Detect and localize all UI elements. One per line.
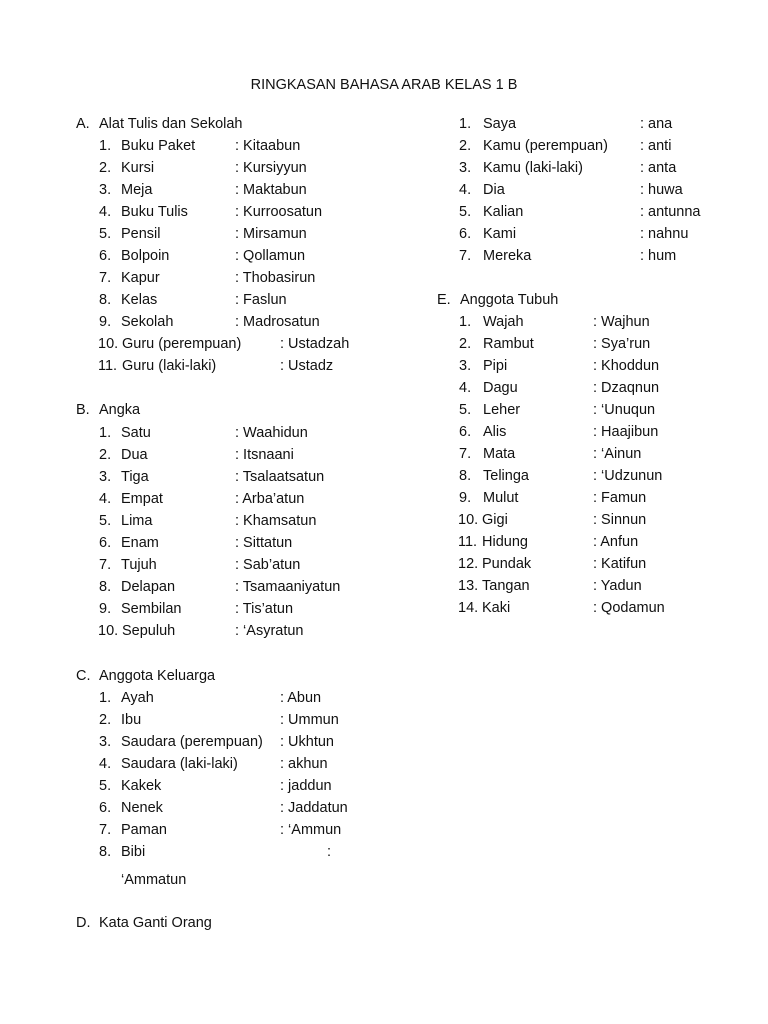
item-value: : ‘Udzunun — [593, 468, 663, 484]
item-term: Buku Paket — [121, 138, 196, 154]
item-value: : Tsamaaniyatun — [235, 579, 341, 595]
item-number: 6. — [459, 226, 472, 242]
item-value: : Kurroosatun — [235, 204, 323, 220]
item-term: Telinga — [483, 468, 529, 484]
item-value: : anti — [640, 138, 672, 154]
item-value: : Maktabun — [235, 182, 307, 198]
item-value: : ‘Unuqun — [593, 402, 656, 418]
item-value: : Wajhun — [593, 314, 650, 330]
item-value: : Ukhtun — [280, 734, 334, 750]
item-number: 4. — [99, 756, 112, 772]
item-term: Kaki — [482, 600, 511, 616]
item-number: 13. — [458, 578, 479, 594]
item-number: 8. — [459, 468, 472, 484]
item-number: 5. — [99, 513, 112, 529]
item-number: 4. — [459, 182, 472, 198]
item-term: Leher — [483, 402, 521, 418]
item-number: 3. — [99, 734, 112, 750]
item-number: 3. — [459, 358, 472, 374]
item-term: Pipi — [483, 358, 508, 374]
section-letter: D. — [76, 915, 91, 931]
item-term: Kapur — [121, 270, 160, 286]
item-value: : Anfun — [593, 534, 639, 550]
item-term: Empat — [121, 491, 163, 507]
item-number: 12. — [458, 556, 479, 572]
item-value: : — [327, 844, 332, 860]
item-number: 5. — [459, 402, 472, 418]
section-letter: C. — [76, 668, 91, 684]
section-heading: Alat Tulis dan Sekolah — [99, 116, 243, 132]
item-number: 9. — [459, 490, 472, 506]
item-term: Meja — [121, 182, 153, 198]
item-number: 11. — [98, 358, 118, 374]
item-value: : Khoddun — [593, 358, 660, 374]
item-term: Rambut — [483, 336, 534, 352]
item-value: : Faslun — [235, 292, 287, 308]
item-term: Tiga — [121, 469, 149, 485]
item-number: 7. — [99, 557, 112, 573]
item-value: : Sab’atun — [235, 557, 301, 573]
item-term: Dagu — [483, 380, 518, 396]
item-value: : Ummun — [280, 712, 339, 728]
item-value: : Tsalaatsatun — [235, 469, 325, 485]
item-term: Guru (perempuan) — [122, 336, 242, 352]
item-number: 9. — [99, 314, 112, 330]
item-term: Bibi — [121, 844, 146, 860]
item-number: 1. — [459, 116, 472, 132]
item-value: : ‘Ainun — [593, 446, 642, 462]
item-term: Buku Tulis — [121, 204, 188, 220]
item-term: Lima — [121, 513, 153, 529]
item-value: : Qollamun — [235, 248, 306, 264]
item-number: 6. — [459, 424, 472, 440]
item-value: : Ustadzah — [280, 336, 350, 352]
item-number: 10. — [458, 512, 479, 528]
item-value: : hum — [640, 248, 677, 264]
item-number: 4. — [99, 204, 112, 220]
item-number: 10. — [98, 336, 119, 352]
item-number: 7. — [99, 822, 112, 838]
item-number: 8. — [99, 579, 112, 595]
item-term: Kursi — [121, 160, 155, 176]
item-number: 1. — [99, 690, 112, 706]
item-value: : Sittatun — [235, 535, 293, 551]
item-value: : Tis’atun — [235, 601, 294, 617]
item-term: Paman — [121, 822, 167, 838]
item-number: 3. — [99, 182, 112, 198]
item-number: 1. — [459, 314, 472, 330]
item-term: Ibu — [121, 712, 142, 728]
item-value: : Jaddatun — [280, 800, 348, 816]
item-number: 6. — [99, 248, 112, 264]
item-term: Kami — [483, 226, 517, 242]
item-number: 5. — [99, 778, 112, 794]
item-term: Tujuh — [121, 557, 157, 573]
item-number: 5. — [459, 204, 472, 220]
section-letter: B. — [76, 402, 90, 418]
item-value: : Abun — [280, 690, 322, 706]
item-term: Mereka — [483, 248, 532, 264]
item-number: 4. — [99, 491, 112, 507]
item-value: : Sya’run — [593, 336, 651, 352]
item-term: Bolpoin — [121, 248, 170, 264]
item-term: Enam — [121, 535, 159, 551]
item-value: : huwa — [640, 182, 683, 198]
item-value: : anta — [640, 160, 677, 176]
section-heading: Angka — [99, 402, 141, 418]
item-number: 9. — [99, 601, 112, 617]
item-term: Sembilan — [121, 601, 182, 617]
item-value: : Kursiyyun — [235, 160, 307, 176]
item-value: : Madrosatun — [235, 314, 320, 330]
item-value: : Katifun — [593, 556, 647, 572]
item-number: 3. — [99, 469, 112, 485]
item-value: : Waahidun — [235, 425, 308, 441]
item-term: Sepuluh — [122, 623, 176, 639]
item-value: : Mirsamun — [235, 226, 307, 242]
item-value: : Yadun — [593, 578, 642, 594]
item-term: Gigi — [482, 512, 508, 528]
item-number: 7. — [459, 248, 472, 264]
item-term: Alis — [483, 424, 507, 440]
item-term: Nenek — [121, 800, 163, 816]
item-value: : nahnu — [640, 226, 689, 242]
item-value: : Itsnaani — [235, 447, 294, 463]
item-term: Sekolah — [121, 314, 174, 330]
item-number: 1. — [99, 138, 112, 154]
section-heading: Kata Ganti Orang — [99, 915, 212, 931]
item-term: Tangan — [482, 578, 530, 594]
item-term: Kamu (perempuan) — [483, 138, 608, 154]
item-number: 2. — [99, 447, 112, 463]
item-term: Kakek — [121, 778, 162, 794]
item-term: Kamu (laki-laki) — [483, 160, 583, 176]
section-letter: E. — [437, 292, 451, 308]
item-term: Mulut — [483, 490, 519, 506]
item-term: Delapan — [121, 579, 176, 595]
item-term: Dua — [121, 447, 148, 463]
item-value: : Khamsatun — [235, 513, 317, 529]
item-number: 2. — [459, 336, 472, 352]
item-term: Ayah — [121, 690, 154, 706]
item-term: Saudara (perempuan) — [121, 734, 263, 750]
section-heading: Anggota Tubuh — [460, 292, 559, 308]
item-value: : Haajibun — [593, 424, 659, 440]
item-term: Pensil — [121, 226, 161, 242]
item-value: : ‘Ammun — [280, 822, 342, 838]
item-number: 4. — [459, 380, 472, 396]
item-value: : antunna — [640, 204, 701, 220]
item-number: 14. — [458, 600, 479, 616]
item-number: 8. — [99, 292, 112, 308]
item-number: 6. — [99, 535, 112, 551]
item-number: 7. — [99, 270, 112, 286]
item-value: : akhun — [280, 756, 328, 772]
item-value: : Famun — [593, 490, 647, 506]
item-value-wrap: ‘Ammatun — [121, 872, 187, 888]
item-term: Hidung — [482, 534, 528, 550]
item-term: Mata — [483, 446, 516, 462]
item-term: Kalian — [483, 204, 524, 220]
item-number: 8. — [99, 844, 112, 860]
item-number: 5. — [99, 226, 112, 242]
section-letter: A. — [76, 116, 90, 132]
item-number: 1. — [99, 425, 112, 441]
item-value: : Arba’atun — [235, 491, 305, 507]
item-value: : ana — [640, 116, 673, 132]
item-number: 2. — [99, 160, 112, 176]
item-number: 3. — [459, 160, 472, 176]
item-term: Wajah — [483, 314, 524, 330]
item-term: Satu — [121, 425, 151, 441]
document-title: RINGKASAN BAHASA ARAB KELAS 1 B — [250, 77, 518, 93]
item-number: 2. — [459, 138, 472, 154]
item-number: 6. — [99, 800, 112, 816]
item-value: : jaddun — [280, 778, 332, 794]
item-value: : Kitaabun — [235, 138, 301, 154]
item-value: : Dzaqnun — [593, 380, 660, 396]
item-value: : Ustadz — [280, 358, 334, 374]
item-term: Dia — [483, 182, 505, 198]
item-term: Saudara (laki-laki) — [121, 756, 238, 772]
item-number: 11. — [458, 534, 478, 550]
section-heading: Anggota Keluarga — [99, 668, 216, 684]
item-value: : Qodamun — [593, 600, 665, 616]
item-term: Pundak — [482, 556, 532, 572]
item-value: : Thobasirun — [235, 270, 316, 286]
item-number: 2. — [99, 712, 112, 728]
item-value: : ‘Asyratun — [235, 623, 304, 639]
item-number: 7. — [459, 446, 472, 462]
item-number: 10. — [98, 623, 119, 639]
item-term: Saya — [483, 116, 517, 132]
item-term: Kelas — [121, 292, 158, 308]
item-term: Guru (laki-laki) — [122, 358, 217, 374]
item-value: : Sinnun — [593, 512, 647, 528]
